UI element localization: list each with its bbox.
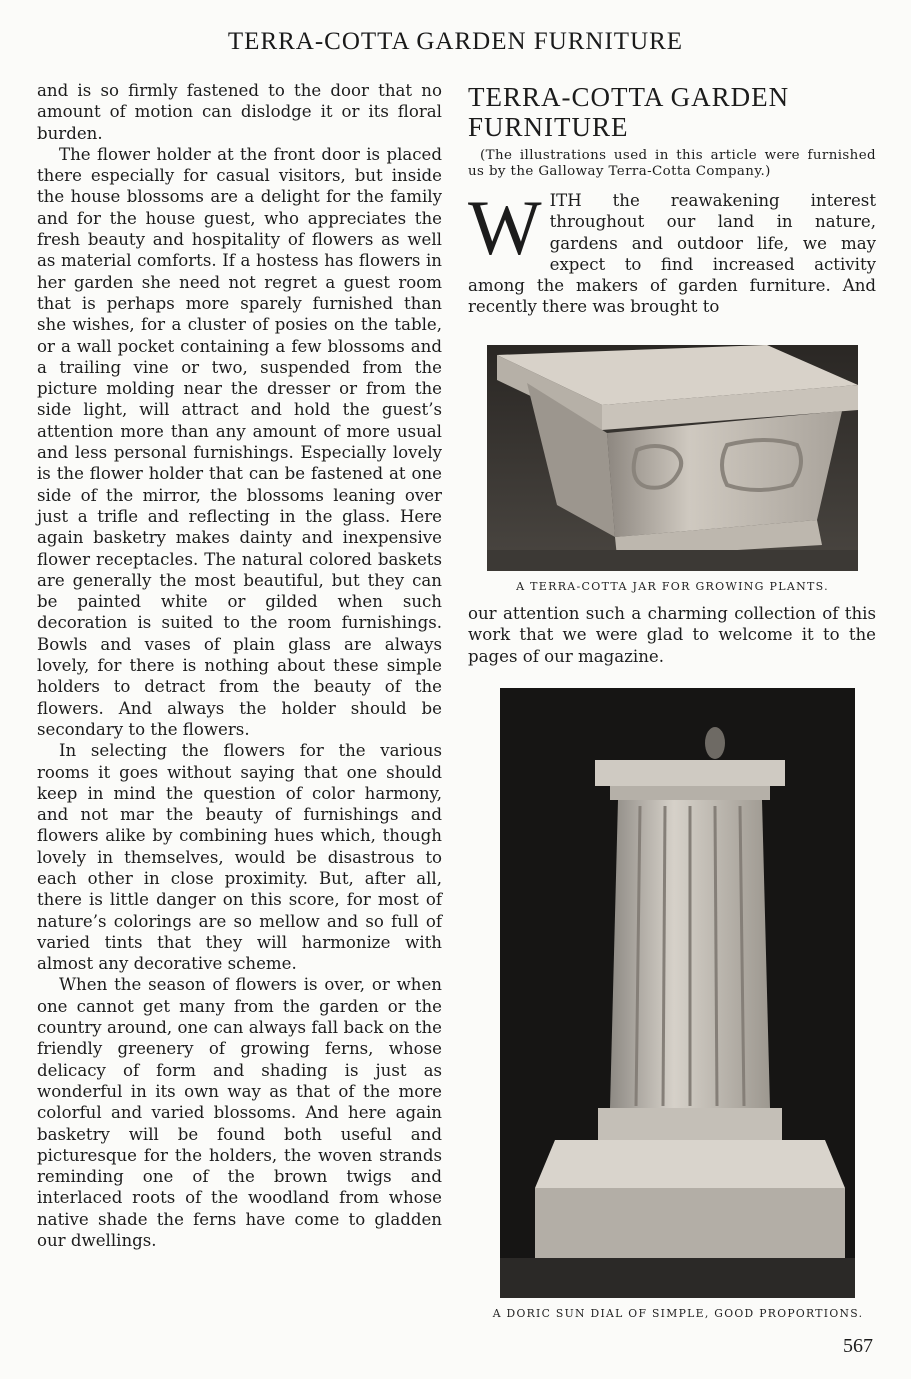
paragraph: When the season of flowers is over, or when one cannot get many from the garden or the country around, one can always fall back on the friendly greenery of growing ferns, whose delicacy of form and shading is just as wonderful in its own way as that of the more colorful and varied blossoms. And here again basketry will be found both useful and picturesque for the holders, the woven strands reminding one of the brown twigs and interlaced roots of the woodland from whose native shade the ferns have come to gladden our dwellings. <box>37 975 442 1251</box>
drop-cap: W <box>468 184 542 271</box>
paragraph: In selecting the flowers for the various rooms it goes without saying that one should keep in mind the question of color harmony, and not mar the beauty of furnishings and flowers alike by combining hues which, though lovely in themselves, would be disastrous to each other in close proximity. But, after all, there is little danger on this score, for most of nature’s colorings are so mellow and so full of varied tints that they will harmonize with almost any decorative scheme. <box>37 741 442 974</box>
lead-text: ITH the reawakening interest throughout our land in nature, gardens and outdoor life, we may expect to find increased activity among the makers of garden furniture. And recently there was brought to <box>468 191 876 317</box>
sundial-photo <box>500 688 855 1298</box>
paragraph: and is so firmly fastened to the door that no amount of motion can dislodge it or its floral burden. <box>37 81 442 143</box>
right-column <box>468 82 876 318</box>
continuation-paragraph: our attention such a charming collection of this work that we were glad to welcome it to the pages of our magazine. <box>468 604 876 666</box>
article-title: TERRA-COTTA GARDEN FURNITURE <box>468 82 790 142</box>
lead-paragraph <box>468 184 876 318</box>
paragraph: The flower holder at the front door is placed there especially for casual visitors, but inside the house blossoms are a delight for the family and for the house guest, who appreciates the fresh beauty and hospitality of flowers as well as material comforts. If a hostess has flowers in her garden she need not regret a guest room that is perhaps more sparely furnished than she wishes, for a cluster of posies on the table, or a wall pocket containing a few blossoms and a trailing vine or two, suspended from the picture molding near the dresser or from the side light, will attract and hold the guest’s attention more than any amount of more usual and less personal furnishings. Especially lovely is the flower holder that can be fastened at one side of the mirror, the blossoms leaning over just a trifle and reflecting in the glass. Here again basketry makes dainty and inexpensive flower receptacles. The natural colored baskets are generally the most beautiful, but they can be painted white or gilded when such decoration is suited to the room furnishings. Bowls and vases of plain glass are always lovely, for there is nothing about these simple holders to detract from the beauty of the flowers. And always the holder should be secondary to the flowers. <box>37 144 442 739</box>
jar-photo <box>487 345 858 571</box>
running-head: TERRA-COTTA GARDEN FURNITURE <box>227 28 684 55</box>
article-credit: (The illustrations used in this article were furnished us by the Galloway Terra-Cotta Company.) <box>468 148 876 179</box>
page-number: 567 <box>843 1335 873 1357</box>
sundial-caption: A DORIC SUN DIAL OF SIMPLE, GOOD PROPORTIONS. <box>492 1307 864 1320</box>
jar-caption: A TERRA-COTTA JAR FOR GROWING PLANTS. <box>516 580 829 593</box>
left-column <box>37 80 442 1251</box>
